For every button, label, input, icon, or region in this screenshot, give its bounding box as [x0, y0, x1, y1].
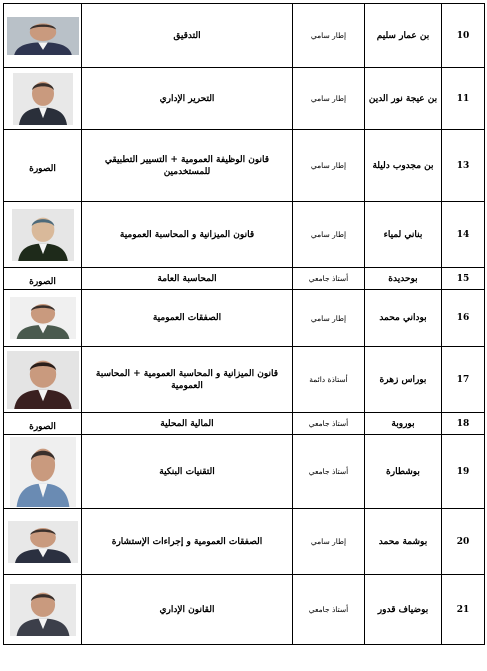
portrait-photo [10, 437, 76, 507]
table-row [4, 347, 485, 413]
subject-cell: قانون الميزانية و المحاسبة العمومية [82, 202, 293, 268]
photo-placeholder-label: الصورة [29, 422, 56, 432]
staff-table [3, 3, 485, 645]
photo-cell [4, 268, 82, 290]
row-number: 18 [442, 413, 485, 435]
name-cell: بوراس زهرة [365, 347, 442, 413]
name-cell: بن عيجة نور الدين [365, 68, 442, 130]
table-row [4, 290, 485, 347]
row-number: 19 [442, 435, 485, 509]
name-cell: بوداني محمد [365, 290, 442, 347]
name-cell: بن مجدوب دليلة [365, 130, 442, 202]
photo-cell [4, 509, 82, 575]
table-row [4, 509, 485, 575]
rank-cell: إطار سامي [293, 202, 365, 268]
subject-cell: المالية المحلية [82, 413, 293, 435]
photo-cell [4, 575, 82, 645]
table-row [4, 4, 485, 68]
photo-cell [4, 435, 82, 509]
row-number: 14 [442, 202, 485, 268]
rank-cell: أستاذ جامعي [293, 435, 365, 509]
photo-cell [4, 290, 82, 347]
photo-placeholder-label: الصورة [29, 277, 56, 287]
subject-cell: القانون الإداري [82, 575, 293, 645]
name-cell: بوضياف قدور [365, 575, 442, 645]
photo-cell [4, 4, 82, 68]
rank-cell: أستاذة دائمة [293, 347, 365, 413]
name-cell: بن عمار سليم [365, 4, 442, 68]
portrait-photo [10, 584, 76, 636]
row-number: 20 [442, 509, 485, 575]
rank-cell: إطار سامي [293, 509, 365, 575]
table-row [4, 202, 485, 268]
row-number: 11 [442, 68, 485, 130]
table-row [4, 268, 485, 290]
rank-cell: أستاذ جامعي [293, 268, 365, 290]
table-row [4, 130, 485, 202]
rank-cell: أستاذ جامعي [293, 413, 365, 435]
photo-cell [4, 130, 82, 202]
subject-cell: المحاسبة العامة [82, 268, 293, 290]
portrait-photo [10, 297, 76, 339]
rank-cell: أستاذ جامعي [293, 575, 365, 645]
subject-cell: التحرير الإداري [82, 68, 293, 130]
name-cell: بوروبة [365, 413, 442, 435]
row-number: 16 [442, 290, 485, 347]
table-row [4, 413, 485, 435]
rank-cell: إطار سامي [293, 130, 365, 202]
name-cell: بوحديدة [365, 268, 442, 290]
portrait-photo [8, 521, 78, 563]
name-cell: بوشطارة [365, 435, 442, 509]
subject-cell: الصفقات العمومية و إجراءات الإستشارة [82, 509, 293, 575]
table-row [4, 575, 485, 645]
portrait-photo [12, 209, 74, 261]
portrait-photo [7, 351, 79, 409]
subject-cell: قانون الميزانية و المحاسبة العمومية + المحاسبة العمومية [82, 347, 293, 413]
rank-cell: إطار سامي [293, 68, 365, 130]
row-number: 21 [442, 575, 485, 645]
row-number: 10 [442, 4, 485, 68]
table-row [4, 435, 485, 509]
photo-cell [4, 347, 82, 413]
portrait-photo [13, 73, 73, 125]
name-cell: بناني لمياء [365, 202, 442, 268]
photo-cell [4, 68, 82, 130]
row-number: 13 [442, 130, 485, 202]
photo-cell [4, 202, 82, 268]
photo-placeholder-label: الصورة [29, 164, 56, 174]
subject-cell: قانون الوظيفة العمومية + التسيير التطبيقي للمستخدمين [82, 130, 293, 202]
subject-cell: التدقيق [82, 4, 293, 68]
subject-cell: الصفقات العمومية [82, 290, 293, 347]
rank-cell: إطار سامي [293, 290, 365, 347]
row-number: 17 [442, 347, 485, 413]
row-number: 15 [442, 268, 485, 290]
subject-cell: التقنيات البنكية [82, 435, 293, 509]
portrait-photo [7, 17, 79, 55]
table-row [4, 68, 485, 130]
rank-cell: إطار سامي [293, 4, 365, 68]
name-cell: بوشمة محمد [365, 509, 442, 575]
photo-cell [4, 413, 82, 435]
